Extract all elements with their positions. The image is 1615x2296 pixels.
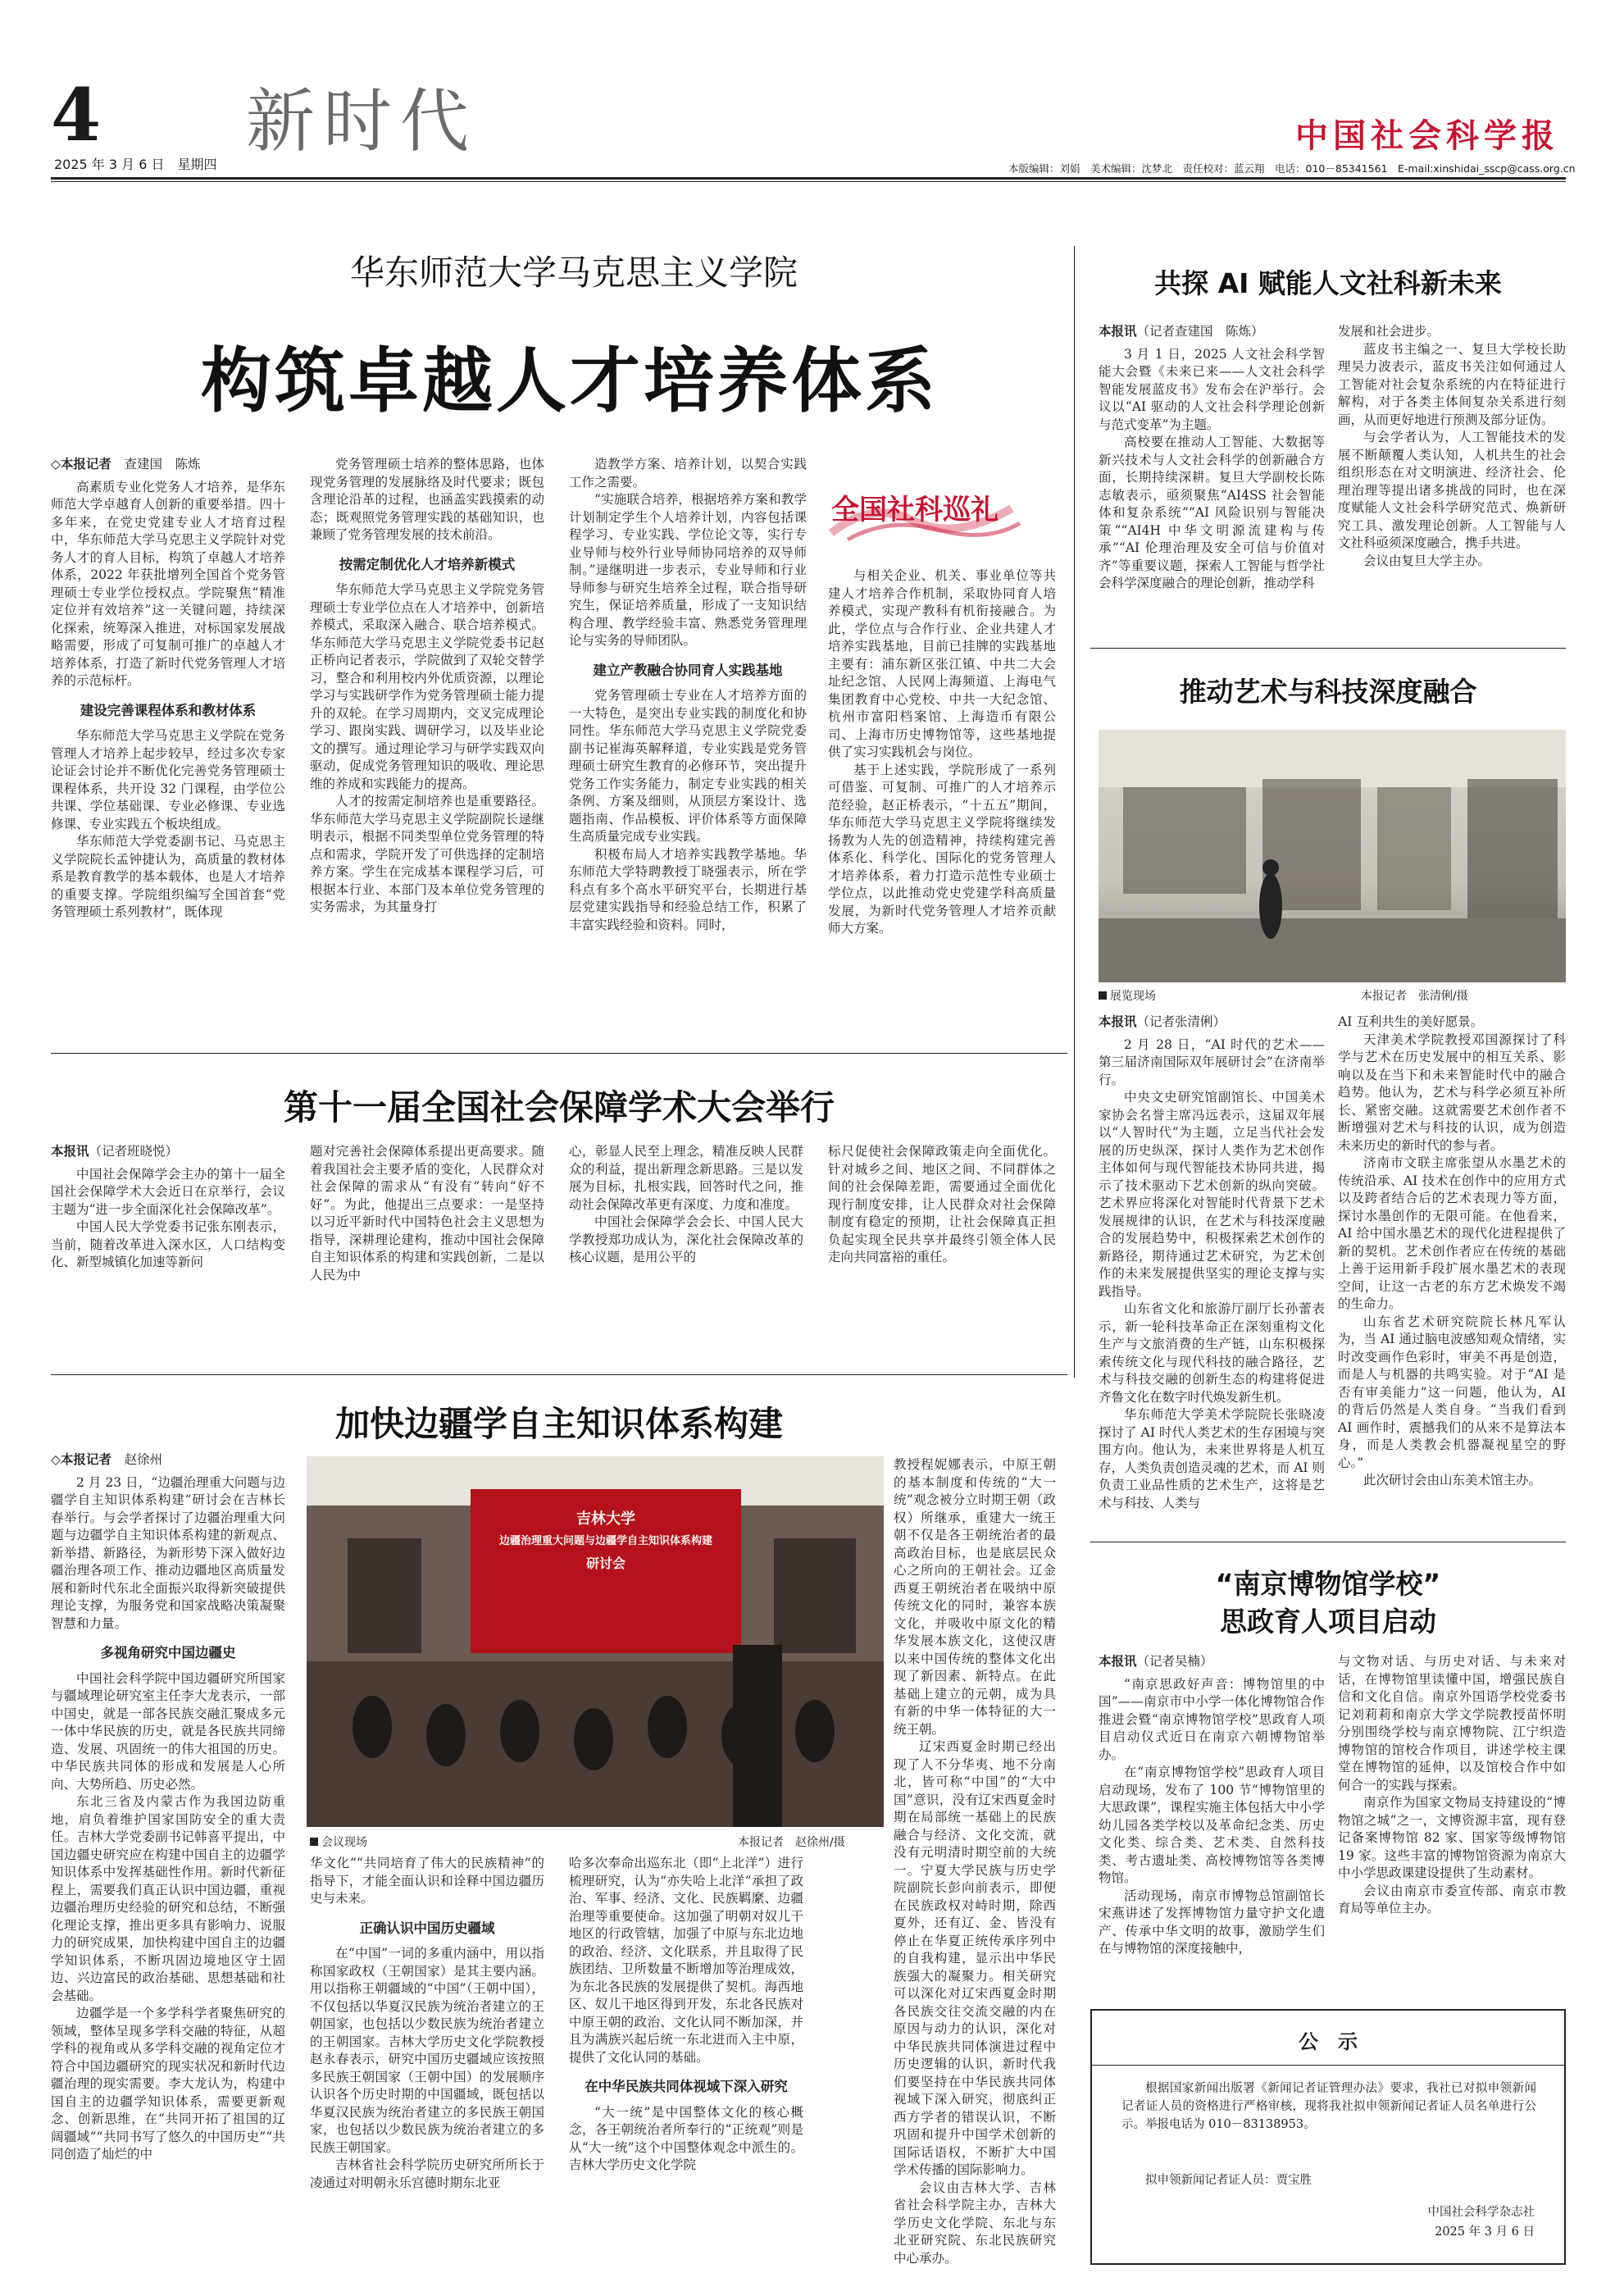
page-number: 4 [51, 72, 102, 157]
article5-photo-caption: 会议现场 [310, 1834, 367, 1850]
article5-column-3: 哈多次奉命出巡东北（即“上北洋”）进行梳理研究，认为“亦失哈上北洋”承担了政治、军事、经济、文化、民族羁縻、边疆治理等重要使命。这加强了明朝对奴儿干地区的行政管辖，加强了中原与东北边地的政治、经济、文化联系，并且取得了民族团结、卫所数量不断增加等治理成效，为东北各民族的发展提供了契机。海西地区、奴儿干地区得到开发，东北各民族对中原王朝的政治、文化认同不断加深，并且为满族兴起后统一东北进而入主中原，提供了文化认同的基础。 在中华民族共同体视域下深入研究 “大一统”是中国整体文化的核心概念，各王朝统治者所奉行的“正统观”则是从“大一统”这个中国整体观念中派生的。吉林大学历史文化学院 [569, 1856, 803, 2172]
article3-photo-caption: 展览现场 [1099, 987, 1156, 1004]
article3-column-1: 本报讯（记者张清俐） 2 月 28 日，“AI 时代的艺术——第三届济南国际双年展研讨会”在济南举行。 中央文史研究馆副馆长、中国美术家协会名誉主席冯远表示，这届双年展以“人智时代”为主题，立足当代社会发展的历史纵深，探讨人类作为艺术创作主体如何与现代智能技术协同共进，揭示了技术驱动下艺术创新的纵向突破。艺术界应将深化对智能时代背景下艺术发展规律的认识，在艺术与科技深度融合的发展趋势中，积极探索艺术创作的新路径，期待通过艺术研究，为艺术创作的未来发展提供坚实的理论支撑与实践指导。 山东省文化和旅游厅副厅长孙蕾表示，新一轮科技革命正在深刻重构文化生产与文旅消费的生产链，山东积极探索传统文化与现代科技的融合路径，艺术与科技交融的创新生态的构建将促进齐鲁文化在数字时代焕发新生机。 华东师范大学美术学院院长张晓凌探讨了 AI 时代人类艺术的生存困境与突围方向。他认为，未来世界将是人机互存，人类负责创造灵魂的艺术，而 AI 则负责工业品性质的艺术生产，这将是艺术与科技、人类与 [1099, 1014, 1325, 1510]
conference-photo [307, 1456, 884, 1827]
article6-headline-1: “南京博物馆学校” [1215, 1568, 1441, 1600]
notice-sign: 中国社会科学杂志社 [1427, 2206, 1535, 2219]
article2-headline: 共探 AI 赋能人文社科新未来 [1154, 267, 1502, 299]
article5-subhead-3: 在中华民族共同体视域下深入研究 [585, 2079, 788, 2094]
article3-photo-credit: 本报记者 张清俐/摄 [1361, 990, 1468, 1003]
article2-byline: 本报讯（记者查建国 陈炼） [1099, 324, 1264, 339]
article3-headline: 推动艺术与科技深度融合 [1179, 676, 1477, 708]
article1-headline: 构筑卓越人才培养体系 [201, 340, 939, 422]
article3-byline: 本报讯（记者张清俐） [1099, 1014, 1226, 1029]
issue-date: 2025 年 3 月 6 日 星期四 [54, 157, 217, 172]
article5-top-rule [51, 1374, 1067, 1375]
notice-list: 拟申领新闻记者证人员：贾宝胜 [1145, 2174, 1312, 2187]
article5-headline: 加快边疆学自主知识体系构建 [334, 1404, 783, 1444]
article1-column-2: 党务管理硕士培养的整体思路，也体现党务管理的发展脉络及时代要求；既包含理论沿革的过程，也涵盖实践摸索的动态；既观照党务管理实践的基础知识，也兼顾了党务管理发展的技术前沿。 按需定制优化人才培养新模式 华东师范大学马克思主义学院党务管理硕士专业学位点在人才培养中，创新培养模式，采取深入融合、联合培养模式。华东师范大学马克思主义学院党委书记赵正桥向记者表示，学院做到了双轮交替学习，整合和利用校内外优质资源，以理论学习与实践研学作为党务管理硕士能力提升的双轮。在学习周期内，交叉完成理论学习、跟岗实践、调研学习，以及毕业论文的撰写。通过理论学习与研学实践双向驱动，促成党务管理知识的吸收、理论思维的养成和实践能力的提高。 人才的按需定制培养也是重要路径。华东师范大学马克思主义学院副院长逯继明表示，根据不同类型单位党务管理的特点和需求，学院开发了可供选择的定制培养方案。学生在完成基本课程学习后，可根据本行业、本部门及本单位党务管理的实务需求，为其量身打 [310, 457, 544, 914]
article4-column-3: 心，彰显人民至上理念，精准反映人民群众的利益，提出新理念新思路。三是以发展为目标，扎根实践，回答时代之问，推动社会保障改革更有深度、力度和准度。 中国社会保障学会会长、中国人民大学教授郑功成认为，深化社会保障改革的核心议题，是用公平的 [569, 1144, 803, 1264]
notice-body: 根据国家新闻出版署《新闻记者证管理办法》要求，我社已对拟申领新闻记者证人员的资格进行严格审核，现将我社拟申领新闻记者证人员名单进行公示。举报电话为 010－83138953。 [1121, 2082, 1536, 2131]
article5-column-1: ◇本报记者 赵徐州 2 月 23 日，“边疆治理重大问题与边疆学自主知识体系构建”研讨会在吉林长春举行。与会学者探讨了边疆治理重大问题与边疆学自主知识体系构建的新观点、新举措、新路径，为新形势下深入做好边疆治理各项工作、推动边疆地区高质量发展和新时代东北全面振兴取得新突破提供理论支撑，为服务党和国家战略决策凝聚智慧和力量。 多视角研究中国边疆史 中国社会科学院中国边疆研究所国家与疆域理论研究室主任李大龙表示，一部中国史，就是一部各民族交融汇聚成多元一体中华民族的历史，就是各民族共同缔造、发展、巩固统一的伟大祖国的历史。中华民族共同体的形成和发展是人心所向、大势所趋、历史必然。 东北三省及内蒙古作为我国边防重地，肩负着维护国家国防安全的重大责任。吉林大学党委副书记韩喜平提出，中国边疆史研究应在构建中国自主的边疆学知识体系中发挥基础性作用。新时代新征程上，需要我们真正认识中国边疆，重视边疆治理历史经验的研究和总结，不断强化理论支撑，推出更多具有影响力、说服力的研究成果，加快构建中国自主的边疆学知识体系，不断巩固边境地区守土固边、兴边富民的政治基础、思想基础和社会基础。 边疆学是一个多学科学者聚焦研究的领域，整体呈现多学科交融的特征，从超学科的视角或从多学科交融的视角定位才符合中国边疆研究的现实状况和新时代边疆治理的现实需要。李大龙认为，构建中国自主的边疆学知识体系，需要更新观念、创新思维，在“共同开拓了祖国的辽阔疆域”“共同书写了悠久的中国历史”“共同创造了灿烂的中 [51, 1452, 285, 2162]
notice-date: 2025 年 3 月 6 日 [1435, 2225, 1535, 2239]
article2-column-1: 本报讯（记者查建国 陈炼） 3 月 1 日，2025 人文社会科学智能大会暨《未来已来——人文社会科学智能发展蓝皮书》发布会在沪举行。会议以“AI 驱动的人文社会科学理论创新与范式变革”为主题。 高校要在推动人工智能、大数据等新兴技术与人文社会科学的创新融合方面，长期持续深耕。复旦大学副校长陈志敏表示，亟须聚焦“AI4SS 社会智能体和复杂系统”“AI 风险识别与智能决策”“AI4H 中华文明源流建构与传承”“AI 伦理治理及安全可信与价值对齐”等重要议题，探索人工智能与哲学社会科学深度融合的理论创新，推动学科 [1099, 324, 1325, 590]
article1-column-4: 与相关企业、机关、事业单位等共建人才培养合作机制，采取协同育人培养模式，实现产教科有机衔接融合。为此，学位点与合作行业、企业共建人才培养实践基地，目前已挂牌的实践基地主要有：浦东新区张江镇、中共二大会址纪念馆、人民网上海频道、上海电气集团教育中心党校、中共一大纪念馆、杭州市富阳档案馆、上海造币有限公司、上海市历史博物馆等，这些基地提供了实习实践机会与岗位。 基于上述实践，学院形成了一系列可借鉴、可复制、可推广的人才培养示范经验，赵正桥表示，“十五五”期间，华东师范大学马克思主义学院将继续发扬教为人先的创造精神，持续构建完善体系化、科学化、国际化的党务管理人才培养体系，着力打造示范性专业硕士学位点，以此推动党史党建学科高质量发展，为新时代党务管理人才培养贡献师大方案。 [828, 568, 1056, 936]
article1-byline: ◇本报记者 查建国 陈炼 [51, 457, 201, 472]
masthead-rule-thin [51, 181, 1566, 182]
article1-subhead-1: 建设完善课程体系和教材体系 [80, 702, 257, 718]
article5-column-2: 华文化”“共同培育了伟大的民族精神”的指导下，才能全面认识和诠释中国边疆历史与未来。 正确认识中国历史疆域 在“中国”一词的多重内涵中，用以指称国家政权（王朝国家）是其主要内涵。用以指称王朝疆域的“中国”（王朝中国），不仅包括以华夏汉民族为统治者建立的王朝国家，也包括以少数民族为统治者建立的王朝国家。吉林大学历史文化学院教授赵永春表示，研究中国历史疆域应该按照多民族王朝国家（王朝中国）的发展顺序认识各个历史时期的中国疆域，既包括以华夏汉民族为统治者建立的多民族王朝国家，也包括以少数民族为统治者建立的多民族王朝国家。 吉林省社会科学院历史研究所所长于凌通过对明朝永乐宫德时期东北亚 [310, 1856, 544, 2190]
article1-subhead-3: 建立产教融合协同育人实践基地 [593, 662, 783, 678]
notice-box [1090, 2009, 1566, 2265]
article1-column-1: ◇本报记者 查建国 陈炼 高素质专业化党务人才培养，是华东师范大学卓越育人创新的重要举措。四十多年来，在党史党建专业人才培育过程中，华东师范大学马克思主义学院针对党务人才的育人目标，构筑了卓越人才培养体系，2022 年获批增列全国首个党务管理硕士专业学位授权点。学院聚焦“精准定位并有效培养”这一关键问题，持续深化探索，统筹深入推进，对标国家发展战略需要，形成了可复制可推广的卓越人才培养体系，打造了新时代党务管理人才培养的示范标杆。 建设完善课程体系和教材体系 华东师范大学马克思主义学院在党务管理人才培养上起步较早，经过多次专家论证会讨论并不断优化完善党务管理硕士课程体系，共开设 32 门课程，由学位公共课、学位基础课、专业必修课、专业选修课、专业实践五个板块组成。 华东师范大学党委副书记、马克思主义学院院长孟钟捷认为，高质量的教材体系是教育教学的基本载体，也是人才培养的重要支撑。学院组织编写全国首套“党务管理硕士系列教材”，既体现 [51, 457, 285, 919]
article6-byline: 本报讯（记者吴楠） [1099, 1654, 1213, 1669]
article4-column-2: 题对完善社会保障体系提出更高要求。随着我国社会主要矛盾的变化，人民群众对社会保障的需求从“有没有”转向“好不好”。为此，他提出三点要求：一是坚持以习近平新时代中国特色社会主义思想为指导，深耕理论建构，推动中国社会保障自主知识体系的构建和实践创新，二是以人民为中 [310, 1144, 544, 1282]
paper-logo: 中国社会科学报 [1295, 116, 1559, 155]
banner-line-2: 边疆治理重大问题与边疆学自主知识体系构建 [498, 1535, 712, 1547]
article1-column-3: 造教学方案、培养计划，以契合实践工作之需要。 “实施联合培养，根据培养方案和教学计划制定学生个人培养计划，内容包括课程学习、专业实践、学位论文等，实行专业导师与校外行业导师协同培养的双导师制。”逯继明进一步表示，专业导师和行业导师参与研究生培养全过程，联合指导研究生，保证培养质量，形成了一支知识结构合理、教学经验丰富、熟悉党务管理理论与实务的导师团队。 建立产教融合协同育人实践基地 党务管理硕士专业在人才培养方面的一大特色，是突出专业实践的制度化和协同性。华东师范大学马克思主义学院党委副书记崔海英解释道，专业实践是党务管理硕士研究生教育的必修环节，突出提升党务工作实务能力，制定专业实践的相关条例、方案及细则，从顶层方案设计、选题指南、作品模板、评价体系等方面保障生高质量完成专业实践。 积极布局人才培养实践教学基地。华东师范大学特聘教授丁晓强表示，所在学科点有多个高水平研究平台，长期进行基层党建实践指导和经验总结工作，积累了丰富实践经验和资料。同时， [569, 457, 807, 932]
section-title: 新时代 [246, 81, 478, 162]
caption-square-icon [1099, 991, 1107, 1000]
article6-column-1: 本报讯（记者吴楠） “南京思政好声音：博物馆里的中国”——南京市中小学一体化博物馆合作推进会暨“南京博物馆学校”思政育人项目启动仪式近日在南京六朝博物馆举办。 在“南京博物馆学校”思政育人项目启动现场，发布了 100 节“博物馆里的大思政课”，课程实施主体包括大中小学幼儿园各类学校以及革命纪念类、历史文化类、综合类、艺术类、自然科技类、考古遗址类、高校博物馆等各类博物馆。 活动现场，南京市博物总馆副馆长宋燕讲述了发挥博物馆力量守护文化遗产、传承中华文明的故事，激励学生们在与博物馆的深度接触中， [1099, 1654, 1325, 1956]
column-divider [1074, 246, 1075, 1378]
masthead-rule [51, 177, 1566, 180]
article4-top-rule [51, 1053, 1067, 1054]
exhibition-photo [1099, 730, 1566, 982]
article4-column-1: 本报讯（记者班晓悦） 中国社会保障学会主办的第十一届全国社会保障学术大会近日在京举行，会议主题为“进一步全面深化社会保障改革”。 中国人民大学党委书记张东刚表示，当前，随着改革进入深水区，人口结构变化、新型城镇化加速等新问 [51, 1144, 285, 1269]
exhibition-scene-icon [1099, 730, 1566, 982]
article3-column-2: AI 互利共生的美好愿景。 天津美术学院教授邓国源探讨了科学与艺术在历史发展中的相互关系、影响以及在当下和未来智能时代中的融合趋势。他认为，艺术与科学必须互补所长、紧密交融。这就需要艺术创作者不断增强对艺术与科技的认识，成为创造未来历史的新时代的参与者。 济南市文联主席张望从水墨艺术的传统沿承、AI 技术在创作中的应用方式以及跨者结合后的艺术表现力等方面，探讨水墨创作的无限可能。在他看来，AI 给中国水墨艺术的现代化进程提供了新的契机。艺术创作者应在传统的基础上善于运用新手段扩展水墨艺术的表现空间，让这一古老的东方艺术焕发不竭的生命力。 山东省艺术研究院院长林凡军认为，当 AI 通过脑电波感知观众情绪，实时改变画作色彩时，审美不再是创造，而是人与机器的共鸣实验。对于“AI 是否有审美能力”这一问题，他认为，AI 的背后仍然是人类自身。“当我们看到 AI 画作时，震撼我们的从来不是算法本身，而是人类教会机器凝视星空的野心。” 此次研讨会由山东美术馆主办。 [1338, 1014, 1566, 1487]
article5-subhead-2: 正确认识中国历史疆域 [359, 1920, 495, 1936]
article5-byline: ◇本报记者 赵徐州 [51, 1452, 162, 1467]
article5-photo-credit: 本报记者 赵徐州/摄 [738, 1836, 845, 1849]
article1-kicker: 华东师范大学马克思主义学院 [349, 253, 798, 293]
article4-column-4: 标尺促使社会保障政策走向全面优化。针对城乡之间、地区之间、不同群体之间的社会保障差距，需要通过全面优化现行制度安排，让人民群众对社会保障制度有稳定的预期，让社会保障真正担负起实现全民共享并最终引领全体人民走向共同富裕的重任。 [828, 1144, 1056, 1264]
article4-headline: 第十一届全国社会保障学术大会举行 [283, 1087, 835, 1128]
article1-subhead-2: 按需定制优化人才培养新模式 [339, 556, 516, 572]
article5-column-4: 教授程妮娜表示，中原王朝的基本制度和传统的“大一统”观念被分立时期王朝（政权）所继承，重建大一统王朝不仅是各王朝统治者的最高政治目标，也是底层民众心之所向的王朝社会。辽金西夏王朝统治者在吸纳中原传统文化的同时，兼容本族文化，并吸收中原文化的精华发展本族文化，这使汉唐以来中国传统的整体文化出现了新因素、新特点。在此基础上建立的元朝，成为具有新的中华一体特征的大一统王朝。 辽宋西夏金时期已经出现了人不分华夷、地不分南北，皆可称“中国”的“大中国”意识，没有辽宋西夏金时期在局部统一基础上的民族融合与经济、文化交流，就没有元明清时期空前的大统一。宁夏大学民族与历史学院副院长彭向前表示，即便在民族政权对峙时期，除西夏外，还有辽、金、皆没有停止在华夏正统传承序列中的自我构建，显示出中华民族强大的凝聚力。相关研究可以深化对辽宋西夏金时期各民族交往交流交融的内在原因与动力的认识，深化对中华民族共同体演进过程中历史逻辑的认识，新时代我们要坚持在中华民族共同体视域下深入研究，彻底纠正西方学者的错误认识，不断巩固和提升中国学术创新的国际话语权，不断扩大中国学术传播的国际影响力。 会议由吉林大学、吉林省社会科学院主办，吉林大学历史文化学院、东北与东北亚研究院、东北民族研究中心承办。 [894, 1457, 1056, 2265]
stamp-text: 全国社科巡礼 [831, 494, 999, 526]
article6-headline-2: 思政育人项目启动 [1220, 1606, 1436, 1638]
patrol-stamp [823, 476, 1028, 549]
article5-subhead-1: 多视角研究中国边疆史 [100, 1645, 236, 1660]
article6-column-2: 与文物对话、与历史对话、与未来对话，在博物馆里读懂中国，增强民族自信和文化自信。南京外国语学校党委书记刘莉莉和南京大学文学院教授苗怀明分别围绕学校与南京博物院、江宁织造博物馆的馆校合作项目，讲述学校主课堂在博物馆的延伸，以及馆校合作中如何合一的实践与探索。 南京作为国家文物局支持建设的“博物馆之城”之一，文博资源丰富，现有登记备案博物馆 82 家、国家等级博物馆 19 家。这些丰富的博物馆资源为南京大中小学思政课建设提供了生动素材。 会议由南京市委宣传部、南京市教育局等单位主办。 [1338, 1654, 1566, 1916]
banner-line-3: 研讨会 [585, 1556, 626, 1571]
banner-line-1: 吉林大学 [576, 1510, 635, 1528]
article2-column-2: 发展和社会进步。 蓝皮书主编之一、复旦大学校长助理吴力波表示，蓝皮书关注如何通过人工智能对社会复杂系统的内在特征进行解构，对于各类主体间复杂关系进行刻画，从而更好地进行预测及部分证伪。 与会学者认为，人工智能技术的发展不断颠覆人类认知，人机共生的社会组织形态在对文明演进、经济社会、伦理治理等提出诸多挑战的同时，也在深度赋能人文社会科学研究范式、焕新研究工具、激发理论创新。人工智能与人文社科亟须深度融合，携手共进。 会议由复旦大学主办。 [1338, 324, 1566, 568]
caption-square-icon [310, 1838, 318, 1846]
notice-title-rule [1092, 2065, 1564, 2066]
article2-divider [1090, 648, 1566, 649]
staff-line: 本版编辑：刘娟 美术编辑：沈梦北 责任校对：蓝云翔 电话：010－85341561 E-mail:xinshidai_sscp@cass.org.cn [1008, 162, 1576, 175]
article4-byline: 本报讯（记者班晓悦） [51, 1144, 179, 1159]
notice-title: 公 示 [1299, 2030, 1358, 2053]
